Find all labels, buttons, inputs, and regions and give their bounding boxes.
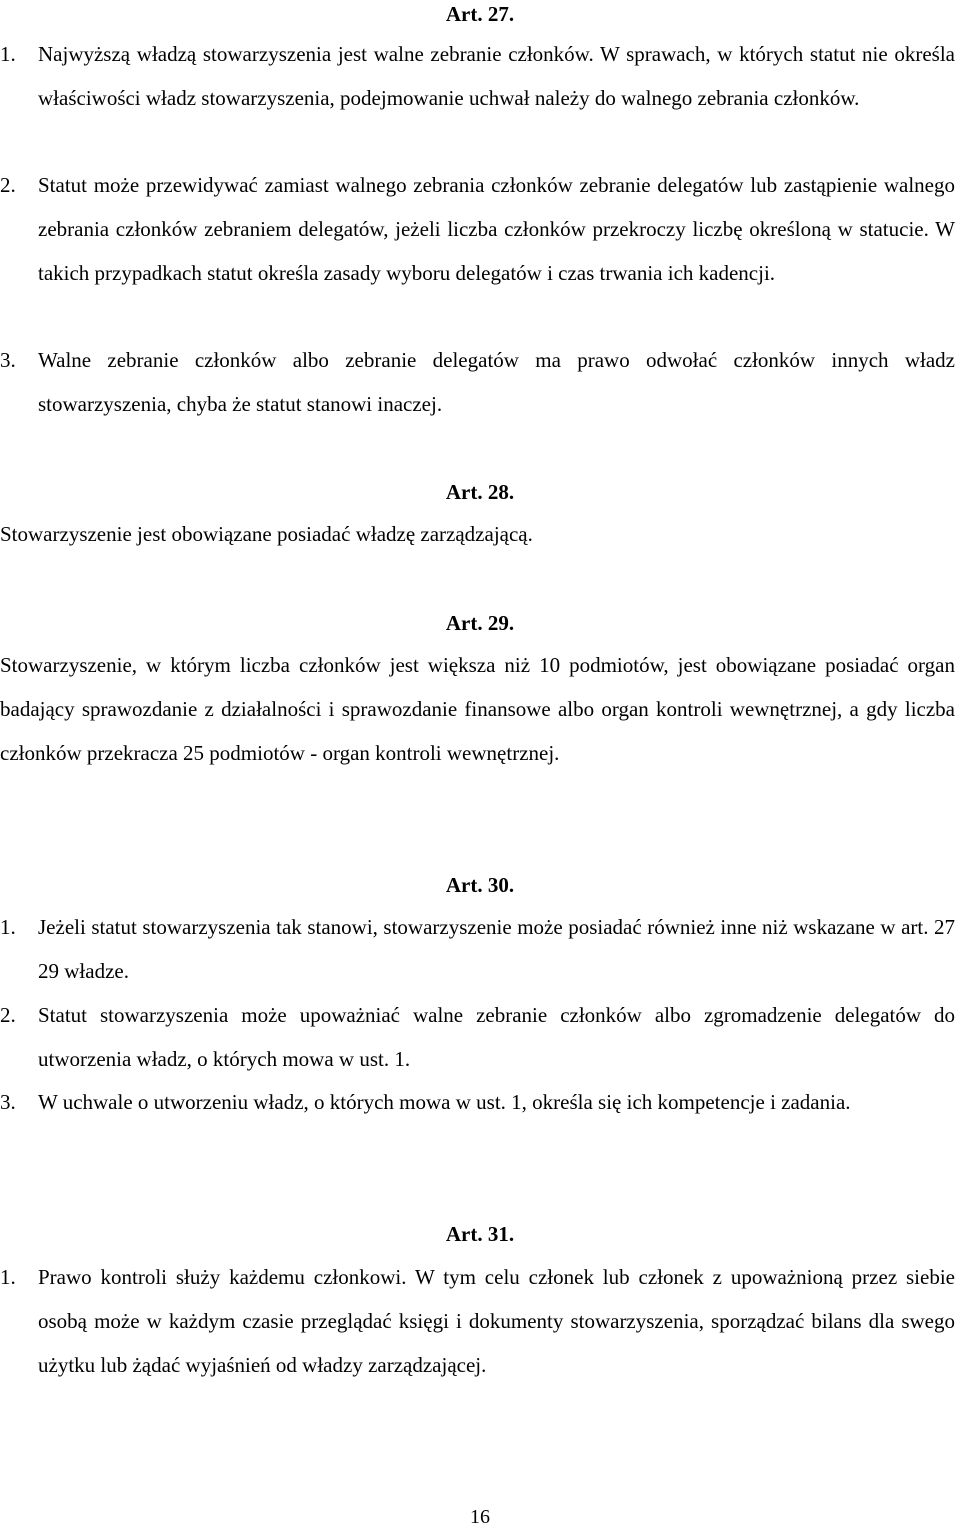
item-number: 2. <box>0 173 16 197</box>
article-27-title: Art. 27. <box>445 2 515 26</box>
article-30-item-1 <box>0 905 955 993</box>
item-text: Statut może przewidywać zamiast walnego zebrania członków zebranie delegatów lub zastąpienie walnego zebrania członków zebraniem delegatów, jeżeli liczba członków przekroczy liczbę określoną w statucie. W takich przypadkach statut określa zasady wyboru delegatów i czas trwania ich kadencji. <box>38 173 955 285</box>
item-text: Prawo kontroli służy każdemu członkowi. W tym celu członek lub członek z upoważnioną przez siebie osobą może w każdym czasie przeglądać księgi i dokumenty stowarzyszenia, sporządzać bilans dla swego użytku lub żądać wyjaśnień od władzy zarządzającej. <box>38 1265 955 1377</box>
item-text: Walne zebranie członków albo zebranie delegatów ma prawo odwołać członków innych władz stowarzyszenia, chyba że statut stanowi inaczej. <box>38 348 955 416</box>
article-27-item-2 <box>0 163 955 295</box>
item-number: 2. <box>0 1003 16 1027</box>
page-number: 16 <box>470 1506 490 1528</box>
article-30-item-2 <box>0 993 955 1081</box>
article-27-item-3 <box>0 338 955 426</box>
article-30-item-3 <box>0 1080 955 1124</box>
item-text: Jeżeli statut stowarzyszenia tak stanowi, stowarzyszenie może posiadać również inne niż wskazane w art. 27 29 władze. <box>38 915 955 983</box>
article-28-title: Art. 28. <box>445 480 515 504</box>
article-28-text: Stowarzyszenie jest obowiązane posiadać władzę zarządzającą. <box>0 522 533 546</box>
article-30-title: Art. 30. <box>445 873 515 897</box>
article-31-title: Art. 31. <box>445 1222 515 1246</box>
article-31-item-1 <box>0 1255 955 1387</box>
item-number: 1. <box>0 42 16 66</box>
article-29-title: Art. 29. <box>445 611 515 635</box>
item-number: 1. <box>0 915 16 939</box>
item-text: Statut stowarzyszenia może upoważniać walne zebranie członków albo zgromadzenie delegatów do utworzenia władz, o których mowa w ust. 1. <box>38 1003 955 1071</box>
item-text: Najwyższą władzą stowarzyszenia jest walne zebranie członków. W sprawach, w których statut nie określa właściwości władz stowarzyszenia, podejmowanie uchwał należy do walnego zebrania członków. <box>38 42 955 110</box>
item-number: 1. <box>0 1265 16 1289</box>
article-27-item-1 <box>0 32 955 120</box>
article-29-text: Stowarzyszenie, w którym liczba członków jest większa niż 10 podmiotów, jest obowiązane posiadać organ badający sprawozdanie z działalności i sprawozdanie finansowe albo organ kontroli wewnętrznej, a gdy liczba członków przekracza 25 podmiotów - organ kontroli wewnętrznej. <box>0 653 955 765</box>
item-number: 3. <box>0 1090 16 1114</box>
item-number: 3. <box>0 348 16 372</box>
item-text: W uchwale o utworzeniu władz, o których mowa w ust. 1, określa się ich kompetencje i zadania. <box>38 1090 851 1114</box>
